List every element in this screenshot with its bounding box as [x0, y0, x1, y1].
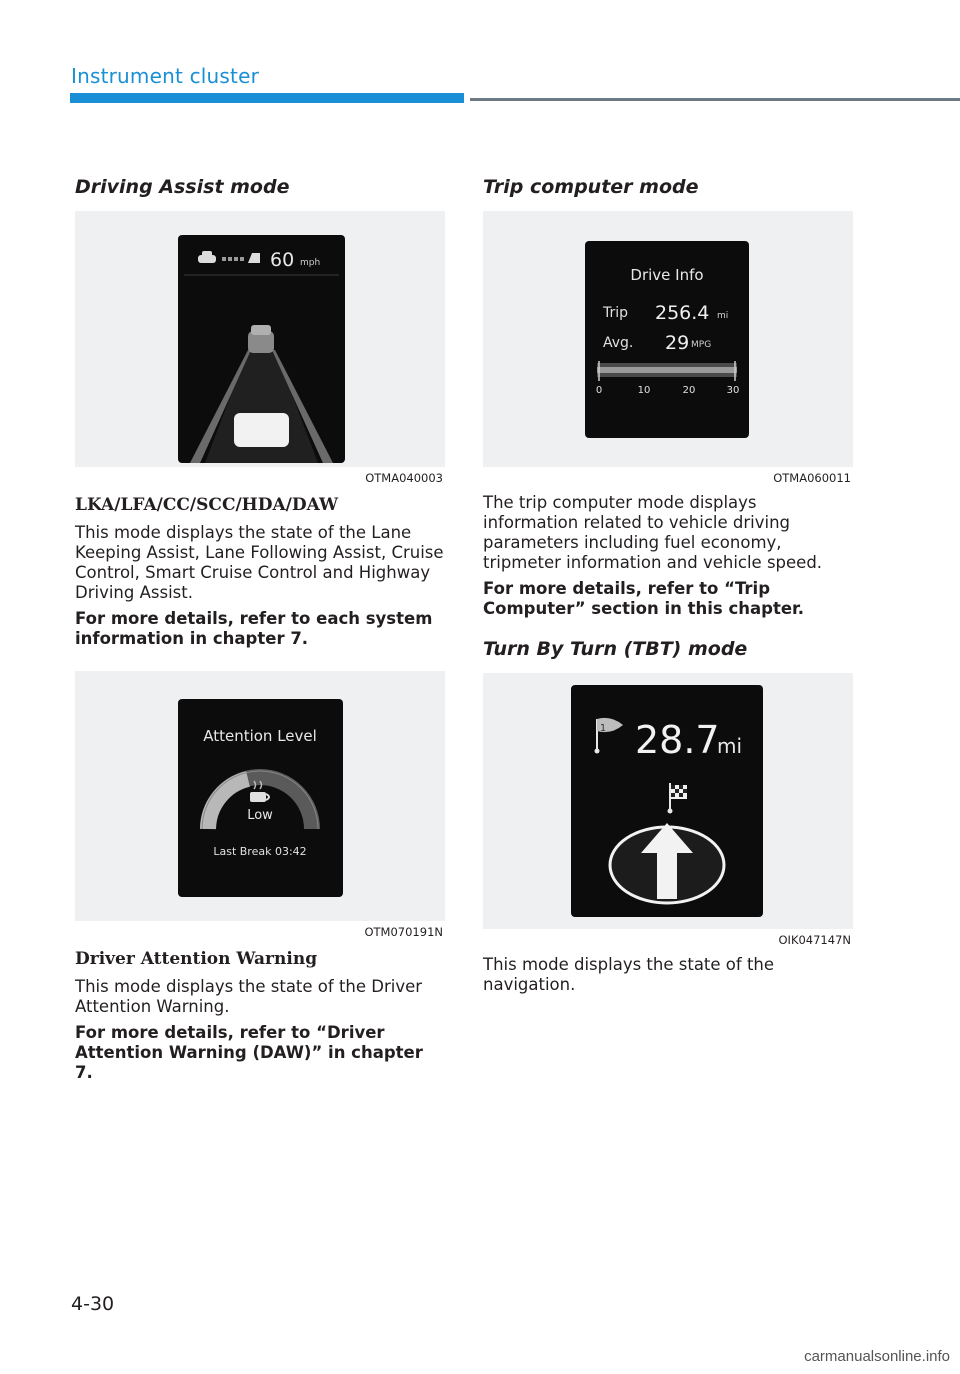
fuel-economy-bar [597, 361, 737, 381]
reference-text-trip: For more details, refer to “Trip Computer” section in this chapter. [483, 579, 805, 618]
page-number: 4-30 [71, 1293, 115, 1315]
attention-display [178, 699, 343, 897]
vehicle-distance-icon [198, 251, 260, 263]
avg-label: Avg. [603, 335, 634, 351]
header-title: Instrument cluster [71, 64, 260, 88]
watermark: carmanualsonline.info [804, 1348, 950, 1365]
scale-label: 10 [637, 385, 651, 396]
trip-unit: mi [717, 311, 729, 321]
drive-info-title: Drive Info [630, 266, 704, 284]
driving-assist-screen [178, 235, 345, 463]
attention-title: Attention Level [203, 727, 317, 745]
figure-code: OTM070191N [364, 925, 443, 939]
straight-arrow-icon [610, 823, 724, 903]
set-speed-value: 60 [270, 249, 295, 271]
driving-assist-display [178, 235, 345, 463]
distance-value: 28.7 [635, 718, 720, 762]
waypoint-number: 1 [599, 723, 607, 734]
sub-heading-daw: Driver Attention Warning [75, 949, 318, 969]
figure-code: OTMA060011 [773, 471, 851, 485]
figure-code: OTMA040003 [365, 471, 443, 485]
body-text-driving-assist: This mode displays the state of the Lane Keeping Assist, Lane Following Assist, Cruise Control, Smart Cruise Control and Highway Driving Assist. [75, 523, 444, 602]
sub-heading-lka: LKA/LFA/CC/SCC/HDA/DAW [75, 495, 339, 515]
lane-road-icon [190, 325, 333, 463]
header-rule-blue [70, 93, 464, 103]
reference-text-driving-assist: For more details, refer to each system information in chapter 7. [75, 609, 433, 648]
left-column [75, 175, 445, 1083]
distance-unit: mi [717, 734, 743, 758]
trip-figure [483, 211, 853, 467]
scale-label: 30 [726, 385, 740, 396]
right-column [483, 175, 853, 1001]
section-heading-tbt: Turn By Turn (TBT) mode [483, 638, 748, 660]
set-speed-unit: mph [300, 258, 321, 268]
destination-checkered-flag-icon [668, 783, 688, 814]
body-text-attention: This mode displays the state of the Driver Attention Warning. [75, 977, 423, 1016]
trip-display [585, 241, 749, 438]
scale-label: 20 [682, 385, 696, 396]
body-text-trip: The trip computer mode displays information related to vehicle driving parameters including fuel economy, tripmeter information and vehicle speed. [483, 493, 823, 572]
attention-figure [75, 671, 445, 921]
tbt-screen [571, 685, 763, 917]
reference-text-attention: For more details, refer to “Driver Attention Warning (DAW)” in chapter 7. [75, 1023, 423, 1082]
trip-value: 256.4 [655, 302, 710, 324]
section-heading-driving-assist: Driving Assist mode [75, 176, 290, 198]
attention-level-value: Low [247, 808, 273, 823]
trip-screen [585, 241, 749, 438]
last-break-text: Last Break 03:42 [213, 845, 307, 858]
driving-assist-figure [75, 211, 445, 467]
avg-value: 29 [665, 332, 690, 354]
waypoint-flag-icon [595, 718, 624, 754]
trip-label: Trip [603, 305, 629, 321]
tbt-figure [483, 673, 853, 929]
scale-label: 0 [595, 385, 603, 396]
attention-screen [178, 699, 343, 897]
body-text-tbt: This mode displays the state of the navigation. [483, 955, 775, 994]
figure-code: OIK047147N [778, 933, 851, 947]
tbt-display [571, 685, 763, 917]
section-heading-trip-computer: Trip computer mode [483, 176, 699, 198]
header-rule-gray [470, 98, 960, 101]
avg-unit: MPG [691, 340, 712, 350]
